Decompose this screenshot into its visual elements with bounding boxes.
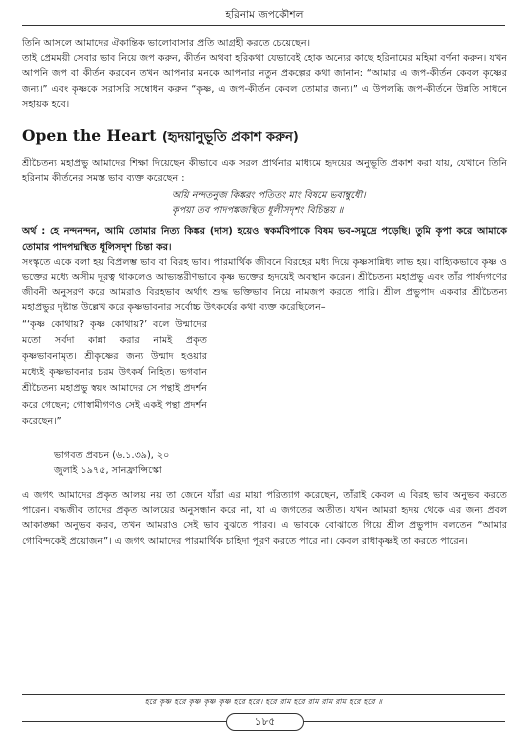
- footer-rule: [22, 694, 505, 695]
- footer-mantra: হরে কৃষ্ণ হরে কৃষ্ণ কৃষ্ণ কৃষ্ণ হরে হরে। হরে রাম হরে রাম রাম রাম হরে হরে ॥: [144, 697, 383, 706]
- verse-translation: অর্থ : হে নন্দনন্দন, আমি তোমার নিত্য কিঙ্কর (দাস) হয়েও স্বকর্মবিপাকে বিষম ভব-সমুদ্রে পড়েছি। তুমি কৃপা করে আমাকে তোমার পাদপদ্মস্থিত ধূলিসদৃশ চিন্তা কর।: [22, 226, 507, 253]
- running-header: হরিনাম জপকৌশল: [225, 9, 304, 21]
- intro-paragraph-1: তিনি আসলে আমাদের ঐকান্তিক ভালোবাসার প্রতি আগ্রহী করতে চেয়েছেন।: [22, 38, 311, 49]
- quote-source-line-1: ভাগবত প্রবচন (৬.১.৩৯), ২০: [54, 450, 170, 462]
- intro-paragraph-2: তাই প্রেমময়ী সেবার ভাব নিয়ে জপ করুন, কীর্তন অথবা হরিকথা যেভাবেই হোক অন্যের কাছে হরিনামের মহিমা বর্ণনা করুন। যখন আপনি জপ বা কীর্তন করবেন তখন আপনার মনকে আপনার নতুন প্রকল্পের কথা জানান: “আমার এ জপ-কীর্তন কেবল কৃষ্ণের জন্য।” এবং কৃষ্ণকে সরাসরি সম্বোধন করুন “কৃষ্ণ, এ জপ-কীর্তন কেবল তোমার জন্য।” এ উপলব্ধি জপ-কীর্তনে উন্নতি সাধনে সহায়ক হবে।: [22, 53, 507, 110]
- quote-source: [54, 448, 507, 478]
- prabhupada-quote: “‘কৃষ্ণ কোথায়? কৃষ্ণ কোথায়?’ বলে উন্মাদের মতো সর্বদা কান্না করার নামই প্রকৃত কৃষ্ণভাবনামৃত। শ্রীকৃষ্ণের জন্য উন্মাদ হওয়ার মধ্যেই কৃষ্ণভাবনার চরম উৎকর্ষ নিহিত। ভগবান শ্রীচৈতন্য মহাপ্রভু স্বয়ং আমাদের সে পন্থাই প্রদর্শন করে গেছেন; গোস্বামীগণও সেই একই পন্থা প্রদর্শন করেছেন।”: [22, 318, 207, 427]
- section-heading-bengali: (হৃদয়ানুভূতি প্রকাশ করুন): [161, 130, 299, 146]
- section-paragraph-1: শ্রীচৈতন্য মহাপ্রভু আমাদের শিক্ষা দিয়েছেন কীভাবে এক সরল প্রার্থনার মাধ্যমে হৃদয়ের অনুভূতি প্রকাশ করা যায়, যেখানে তিনি হরিনাম কীর্তনের সমস্ত ভাব ব্যক্ত করেছেন :: [22, 158, 507, 185]
- verse-line-1: অয়ি নন্দতনুজ কিঙ্করং পতিতং মাং বিষমে ভবাম্বুধৌ।: [172, 190, 366, 202]
- sanskrit-verse: [172, 188, 507, 218]
- verse-line-2: কৃপয়া তব পাদপঙ্কজস্থিত ধূলীসদৃশং বিচিন্তয় ॥: [172, 205, 344, 217]
- section-heading: [22, 126, 507, 148]
- header-rule: [22, 25, 505, 26]
- section-paragraph-3: এ জগৎ আমাদের প্রকৃত আলয় নয় তা জেনে যাঁরা এর মায়া পরিত্যাগ করেছেন, তাঁরাই কেবল এ বিরহ ভাব অনুভব করতে পারেন। বদ্ধজীব তাদের প্রকৃত আলয়ের অনুসন্ধান করে না, যা এ জগতের অতীত। যখন আমরা হৃদয় থেকে এর জন্য প্রবল আকাঙ্ক্ষা অনুভব করব, তখন আমরাও সেই ভাব বুঝতে পারব। এ ভাবকে বোঝাতে গিয়ে শ্রীল প্রভুপাদ বলতেন “আমার গোবিন্দকেই প্রয়োজন”। এ জগৎ আমাদের পারমার্থিক চাহিদা পূরণ করতে পারে না। কেবল রাধাকৃষ্ণই তা করতে পারেন।: [22, 490, 507, 547]
- section-paragraph-2: সংস্কৃতে একে বলা হয় বিপ্রলম্ভ ভাব বা বিরহ ভাব। পারমার্থিক জীবনে বিরহের মধ্য দিয়ে কৃষ্ণসান্নিধ্য লাভ হয়। বাহ্যিকভাবে কৃষ্ণ ও ভক্তের মধ্যে অসীম দূরত্ব থাকলেও আভ্যন্তরীণভাবে কৃষ্ণ ভক্তের হৃদয়েই অবস্থান করেন। শ্রীচৈতন্য মহাপ্রভু এবং তাঁর পার্ষদগণের জীবনী অনুসরণ করে আমরাও বিরহভাব অর্থাৎ শুদ্ধ ভক্তিভাব নিয়ে নামজপ করতে পারি। শ্রীল প্রভুপাদ একবার শ্রীচৈতন্য মহাপ্রভুর দৃষ্টান্ত উল্লেখ করে কৃষ্ণভাবনার সর্বোচ্চ উৎকর্ষের কথা ব্যক্ত করেছিলেন–: [22, 256, 507, 314]
- quote-source-line-2: জুলাই ১৯৭৫, সানফ্রান্সিস্কো: [54, 465, 162, 477]
- page-body: [22, 36, 507, 549]
- section-heading-english: Open the Heart: [22, 126, 157, 146]
- page-number: ১৮৫: [226, 713, 304, 731]
